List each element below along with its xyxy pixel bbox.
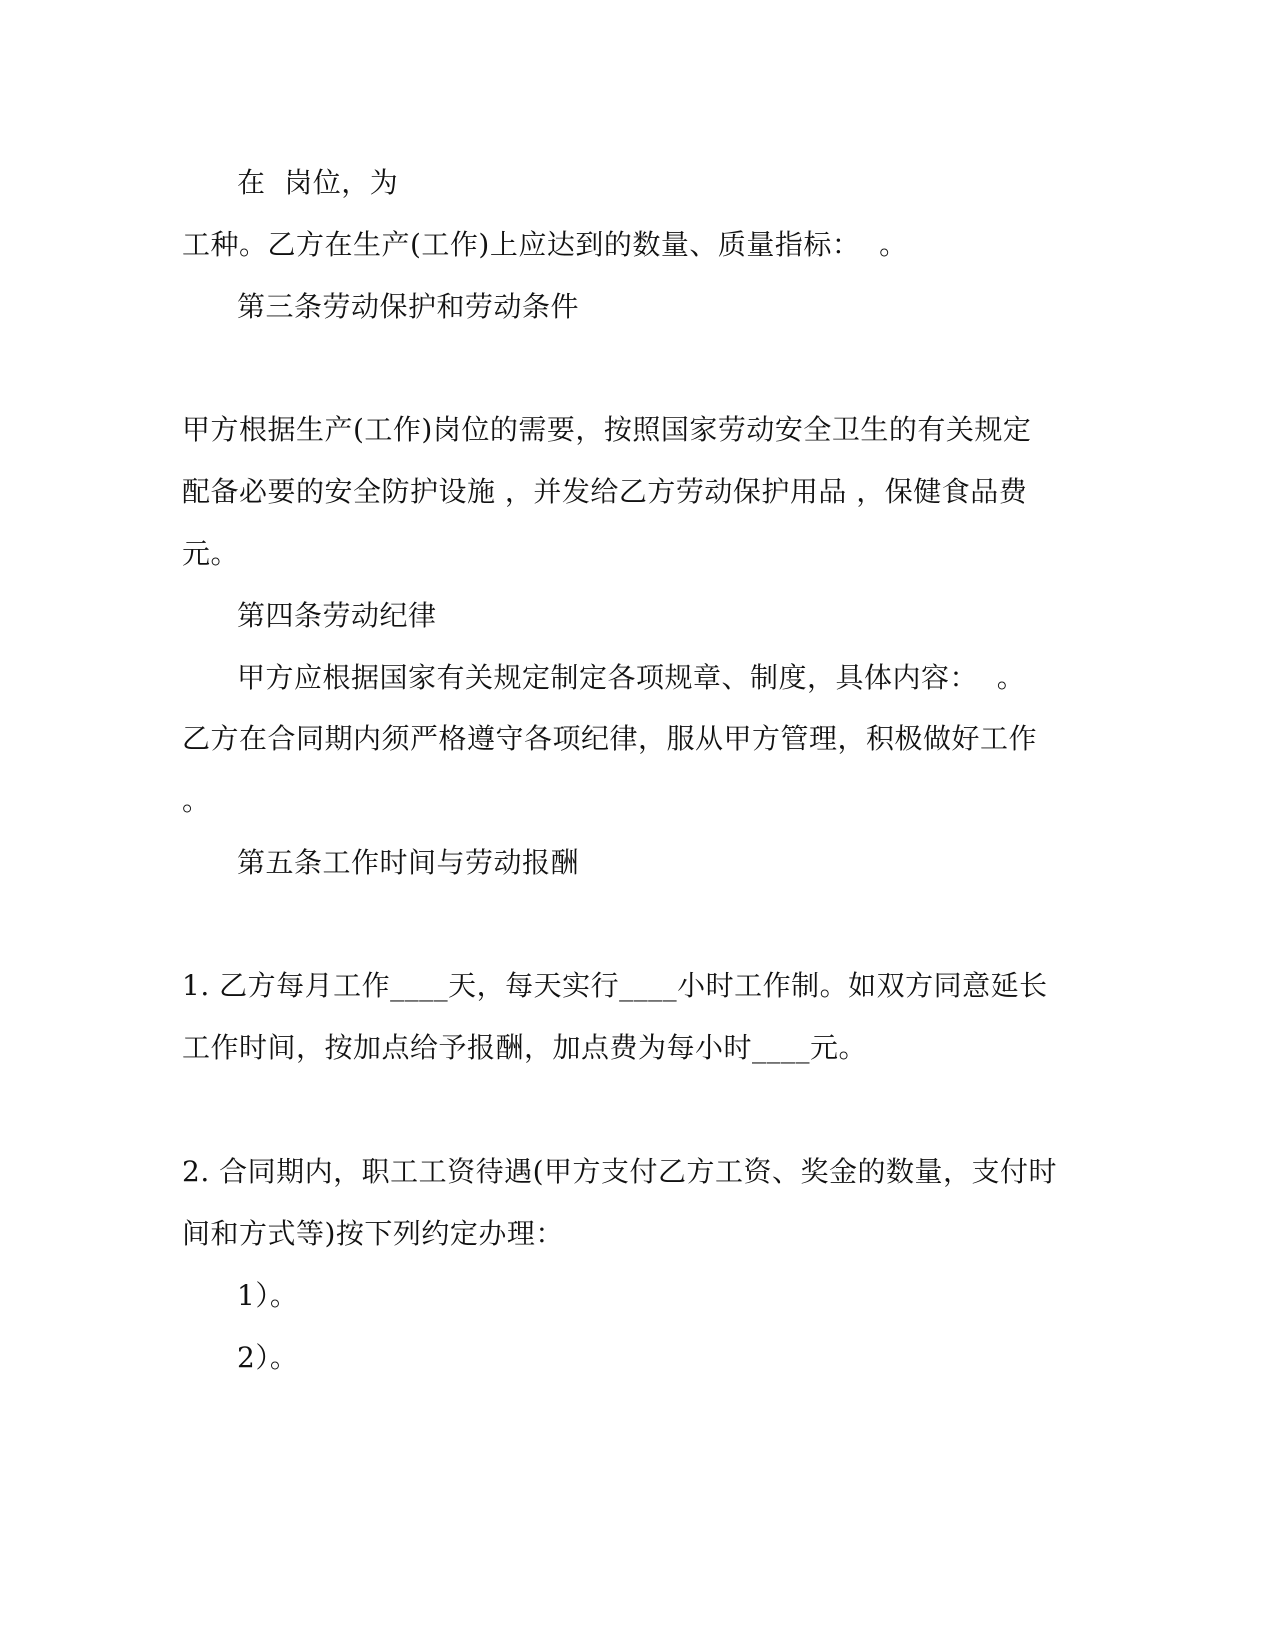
clause-2-line-1: 2. 合同期内，职工工资待遇(甲方支付乙方工资、奖金的数量，支付时 bbox=[182, 1155, 1058, 1188]
clause-1-line-1: 1. 乙方每月工作____天，每天实行____小时工作制。如双方同意延长 bbox=[182, 969, 1048, 1002]
article-4-discipline-line: 乙方在合同期内须严格遵守各项纪律，服从甲方管理，积极做好工作 bbox=[182, 722, 1038, 755]
article-3-heading: 第三条劳动保护和劳动条件 bbox=[237, 290, 580, 323]
job-type-line: 工种。乙方在生产(工作)上应达到的数量、质量指标： 。 bbox=[182, 228, 908, 261]
article-3-paragraph-line-2: 配备必要的安全防护设施 ，并发给乙方劳动保护用品 ，保健食品费 bbox=[182, 475, 1028, 508]
article-3-paragraph-line-3: 元。 bbox=[182, 537, 240, 570]
article-4-period-line: 。 bbox=[182, 784, 211, 817]
clause-2-line-2: 间和方式等)按下列约定办理： bbox=[182, 1217, 564, 1250]
article-4-rules-line: 甲方应根据国家有关规定制定各项规章、制度，具体内容： 。 bbox=[237, 661, 1026, 694]
clause-1-line-2: 工作时间，按加点给予报酬，加点费为每小时____元。 bbox=[182, 1031, 868, 1064]
sub-item-1: 1）。 bbox=[237, 1279, 299, 1312]
article-3-paragraph-line-1: 甲方根据生产(工作)岗位的需要，按照国家劳动安全卫生的有关规定 bbox=[182, 413, 1032, 446]
sub-item-2: 2）。 bbox=[237, 1341, 299, 1374]
article-4-heading: 第四条劳动纪律 bbox=[237, 599, 437, 632]
position-line: 在 岗位，为 bbox=[237, 166, 399, 199]
article-5-heading: 第五条工作时间与劳动报酬 bbox=[237, 846, 580, 879]
